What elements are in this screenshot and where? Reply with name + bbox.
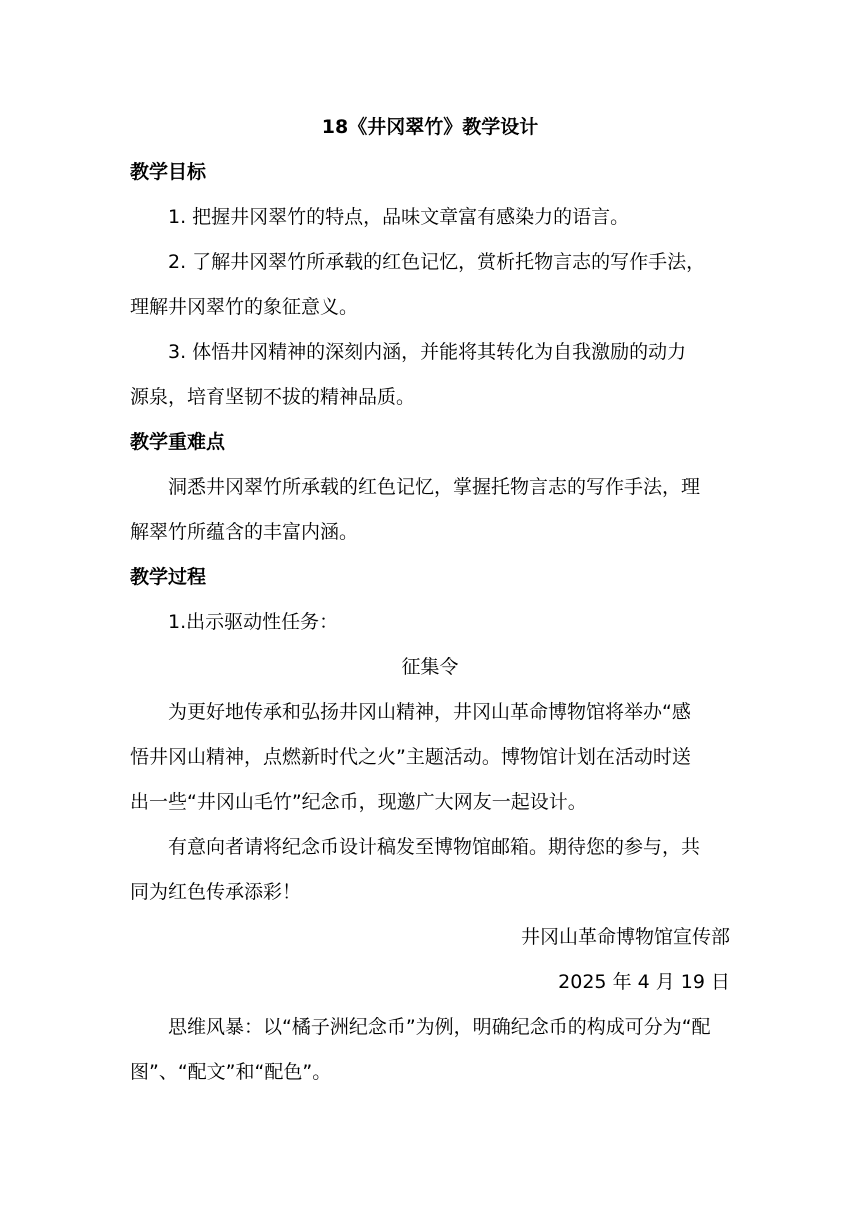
goal-3-line-1: 3. 体悟井冈精神的深刻内涵，并能将其转化为自我激励的动力 <box>168 341 687 363</box>
notice-p1-line-3: 出一些“井冈山毛竹”纪念币，现邀广大网友一起设计。 <box>130 791 587 813</box>
notice-date <box>130 969 730 995</box>
notice-paragraph-2 <box>130 834 730 905</box>
key-points-line-2: 解翠竹所蕴含的丰富内涵。 <box>130 521 359 543</box>
notice-p1-line-1: 为更好地传承和弘扬井冈山精神，井冈山革命博物馆将举办“感 <box>168 701 691 723</box>
brainstorm-paragraph <box>130 1014 730 1085</box>
goal-2-line-2: 理解井冈翠竹的象征意义。 <box>130 296 359 318</box>
notice-p1-line-2: 悟井冈山精神，点燃新时代之火”主题活动。博物馆计划在活动时送 <box>130 746 691 768</box>
task-line: 1.出示驱动性任务： <box>168 611 339 633</box>
goal-item-3 <box>130 339 730 410</box>
notice-p2-line-1: 有意向者请将纪念币设计稿发至博物馆邮箱。期待您的参与，共 <box>168 836 701 858</box>
key-points-paragraph <box>130 474 730 545</box>
notice-signature <box>130 924 730 950</box>
section-heading-goals: 教学目标 <box>130 161 207 183</box>
section-heading-key-points: 教学重难点 <box>130 431 226 453</box>
goal-2-line-1: 2. 了解井冈翠竹所承载的红色记忆，赏析托物言志的写作手法， <box>168 251 706 273</box>
brainstorm-line-1: 思维风暴：以“橘子洲纪念币”为例，明确纪念币的构成可分为“配 <box>168 1016 711 1038</box>
date-text: 2025 年 4 月 19 日 <box>558 971 730 993</box>
brainstorm-line-2: 图”、“配文”和“配色”。 <box>130 1061 332 1083</box>
document-page <box>130 114 730 1104</box>
document-title: 18《井冈翠竹》教学设计 <box>321 116 539 138</box>
notice-title-text: 征集令 <box>401 656 459 678</box>
goal-item-2 <box>130 249 730 320</box>
notice-paragraph-1 <box>130 699 730 815</box>
section-heading-process: 教学过程 <box>130 566 207 588</box>
goal-3-line-2: 源泉，培育坚韧不拔的精神品质。 <box>130 386 416 408</box>
key-points-line-1: 洞悉井冈翠竹所承载的红色记忆，掌握托物言志的写作手法，理 <box>168 476 701 498</box>
goal-1-line-1: 1. 把握井冈翠竹的特点，品味文章富有感染力的语言。 <box>168 206 630 228</box>
task-paragraph <box>130 609 730 635</box>
goal-item-1 <box>130 204 730 230</box>
notice-title <box>130 654 730 680</box>
signature-text: 井冈山革命博物馆宣传部 <box>520 926 730 948</box>
notice-p2-line-2: 同为红色传承添彩！ <box>130 881 302 903</box>
